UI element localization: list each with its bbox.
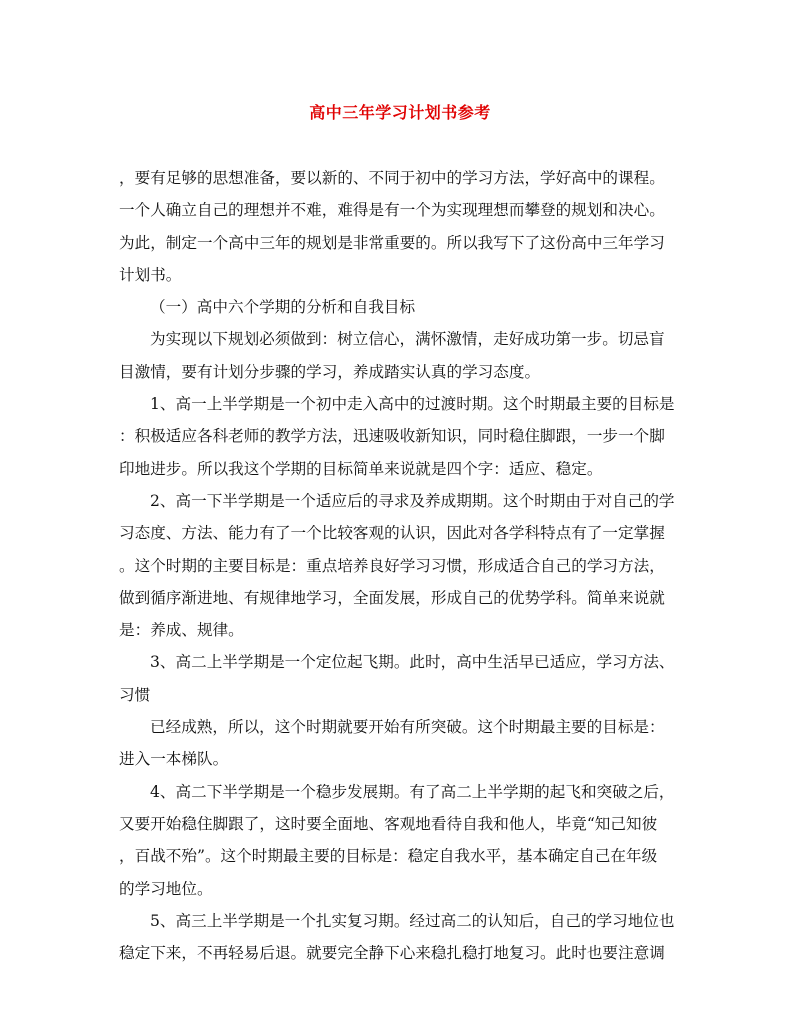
body-line: 3、高二上半学期是一个定位起飞期。此时，高中生活早已适应，学习方法、: [150, 653, 675, 672]
body-line: 做到循序渐进地、有规律地学习，全面发展，形成自己的优势学科。简单来说就: [119, 588, 665, 607]
body-line: 为此，制定一个高中三年的规划是非常重要的。所以我写下了这份高中三年学习: [119, 233, 665, 252]
body-line: 稳定下来，不再轻易后退。就要完全静下心来稳扎稳打地复习。此时也要注意调: [119, 944, 665, 963]
body-line: 2、高一下半学期是一个适应后的寻求及养成期期。这个时期由于对自己的学: [150, 491, 675, 510]
body-line: 4、高二下半学期是一个稳步发展期。有了高二上半学期的起飞和突破之后，: [150, 782, 675, 801]
body-line: 已经成熟，所以，这个时期就要开始有所突破。这个时期最主要的目标是：: [150, 718, 665, 737]
body-line: ，百战不殆”。这个时期最主要的目标是：稳定自我水平，基本确定自己在年级: [119, 847, 658, 866]
document-body: [119, 162, 694, 969]
body-line: 1、高一上半学期是一个初中走入高中的过渡时期。这个时期最主要的目标是: [150, 395, 675, 414]
body-line: 习态度、方法、能力有了一个比较客观的认识，因此对各学科特点有了一定掌握: [119, 524, 665, 543]
document-title: 高中三年学习计划书参考: [309, 103, 491, 122]
body-line: 的学习地位。: [119, 879, 213, 898]
body-line: 一个人确立自己的理想并不难，难得是有一个为实现理想而攀登的规划和决心。: [119, 201, 665, 220]
body-line: 目激情，要有计划分步骤的学习，养成踏实认真的学习态度。: [119, 362, 541, 381]
body-line: ，要有足够的思想准备，要以新的、不同于初中的学习方法，学好高中的课程。: [119, 169, 665, 187]
body-line: 。这个时期的主要目标是：重点培养良好学习习惯，形成适合自己的学习方法，: [119, 556, 665, 575]
body-line: ：积极适应各科老师的教学方法，迅速吸收新知识，同时稳住脚跟，一步一个脚: [119, 427, 665, 446]
body-line: 又要开始稳住脚跟了，这时要全面地、客观地看待自我和他人，毕竟“知己知彼: [119, 814, 658, 833]
body-line: 印地进步。所以我这个学期的目标简单来说就是四个字：适应、稳定。: [119, 459, 603, 478]
body-line: 计划书。: [119, 265, 182, 284]
section-heading: （一）高中六个学期的分析和自我目标: [150, 298, 416, 317]
body-line: 5、高三上半学期是一个扎实复习期。经过高二的认知后，自己的学习地位也: [150, 911, 675, 930]
body-line: 是：养成、规律。: [119, 621, 244, 640]
body-line: 习惯: [119, 685, 151, 704]
body-line: 进入一本梯队。: [119, 750, 229, 769]
body-line: 为实现以下规划必须做到：树立信心，满怀激情，走好成功第一步。切忌盲: [150, 330, 665, 349]
